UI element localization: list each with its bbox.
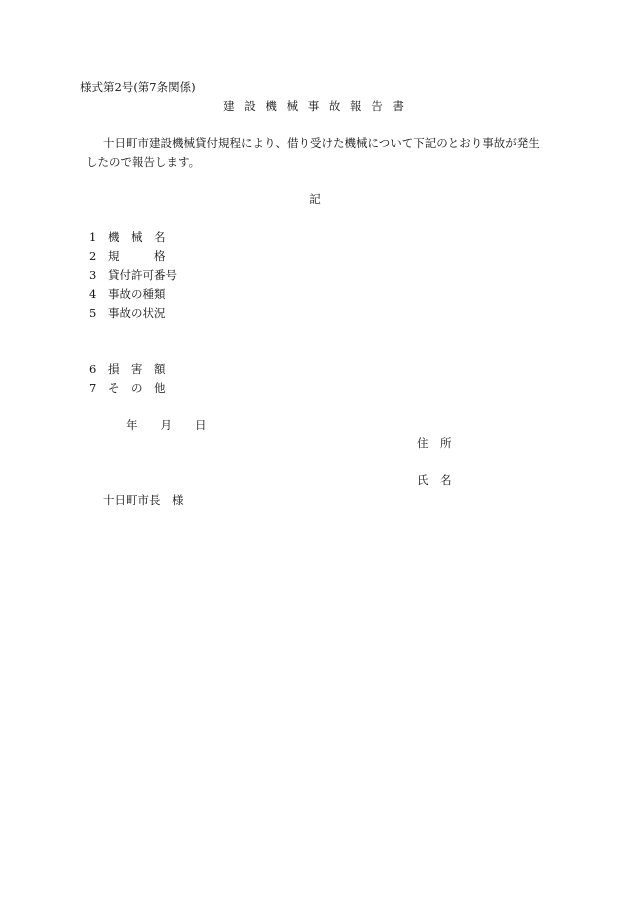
date-line: 年 月 日: [126, 418, 207, 432]
item-number: 7: [89, 381, 97, 395]
list-item: [89, 232, 166, 244]
body-text-line-2: したので報告します。: [86, 155, 201, 169]
item-label: 規 格: [108, 249, 166, 263]
form-number: 様式第2号(第7条関係): [80, 80, 196, 94]
list-item: [89, 289, 166, 301]
list-item: [89, 364, 166, 376]
list-item: [89, 308, 166, 320]
body-text-line-1: 十日町市建設機械貸付規程により、借り受けた機械について下記のとおり事故が発生: [103, 136, 540, 150]
list-item: [89, 383, 166, 395]
item-label: 貸付許可番号: [108, 268, 177, 282]
item-number: 3: [89, 268, 97, 282]
item-number: 1: [89, 230, 97, 244]
item-label: 事故の状況: [108, 306, 166, 320]
list-item: [89, 251, 166, 263]
item-label: 事故の種類: [108, 287, 166, 301]
item-label: 損 害 額: [108, 362, 166, 376]
addressee: 十日町市長 様: [103, 493, 184, 507]
item-label: そ の 他: [108, 381, 166, 395]
item-number: 2: [89, 249, 97, 263]
item-number: 5: [89, 306, 97, 320]
address-label: 住 所: [417, 436, 452, 450]
item-number: 6: [89, 362, 97, 376]
document-title: 建 設 機 械 事 故 報 告 書: [223, 99, 407, 113]
list-item: [89, 270, 177, 282]
name-label: 氏 名: [417, 473, 452, 487]
item-label: 機 械 名: [108, 230, 166, 244]
item-number: 4: [89, 287, 97, 301]
ki-heading: 記: [309, 192, 321, 206]
